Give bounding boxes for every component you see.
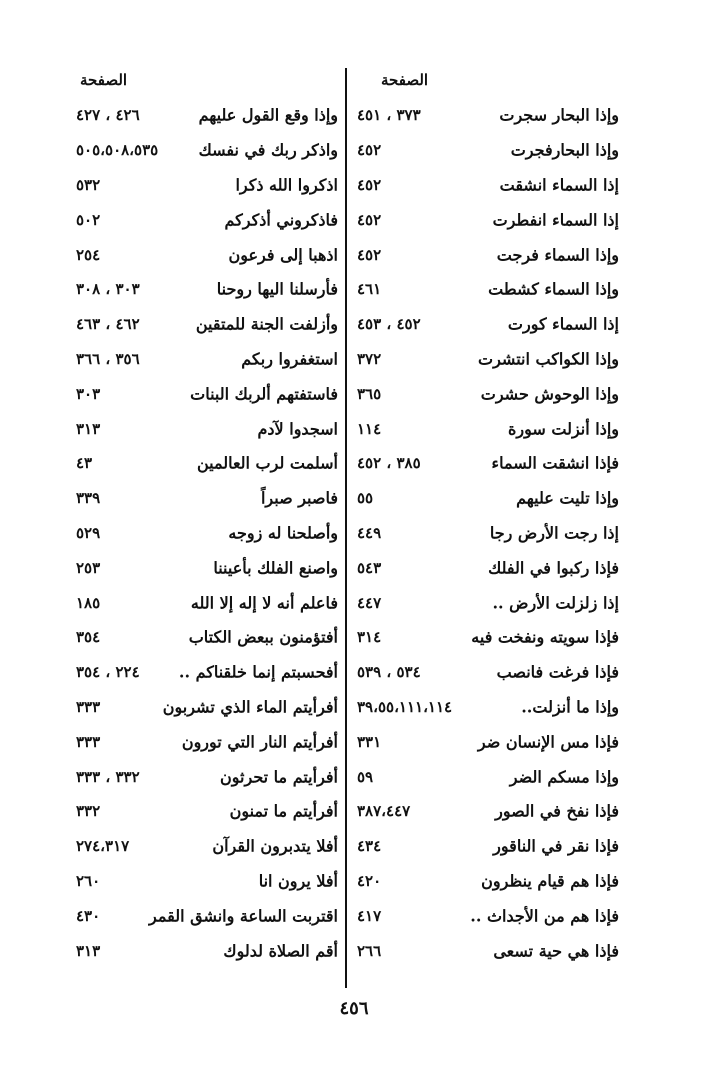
entry-page-ref: ٢٢٤ ، ٣٥٤ [76,663,140,682]
index-entry [74,655,342,690]
entry-phrase: أسلمت لرب العالمين [196,453,338,473]
entry-page-ref: ٤٦١ [357,280,382,299]
index-entry [74,516,342,551]
entry-phrase: أفحسبتم إنما خلقناكم .. [178,662,338,682]
index-entry [74,411,342,446]
index-entry [353,864,623,899]
entry-page-ref: ٢٦٦ [357,941,382,960]
entry-phrase: وإذا السماء كشطت [488,279,619,299]
entry-phrase: فإذا مس الإنسان ضر [477,732,619,752]
entry-phrase: اسجدوا لآدم [257,419,338,439]
entry-phrase: إذا السماء كورت [507,314,619,334]
entry-page-ref: ٣٥٦ ، ٣٦٦ [76,349,140,368]
entry-page-ref: ٤٢٦ ، ٤٢٧ [76,106,140,125]
entry-phrase: وإذا الوحوش حشرت [480,384,619,404]
entry-page-ref: ٤٣٠ [76,906,101,925]
left-column-header [74,62,342,98]
index-entry [74,446,342,481]
entry-phrase: فإذا سويته ونفخت فيه [471,627,619,647]
index-entry [74,237,342,272]
entry-page-ref: ٣٧٣ ، ٤٥١ [357,106,421,125]
left-column [74,62,342,968]
index-entry [353,516,623,551]
entry-page-ref: ٣٣٢ [76,802,101,821]
index-entry [74,168,342,203]
entry-page-ref: ٣٣١ [357,732,382,751]
entry-phrase: فإذا انشقت السماء [491,453,619,473]
index-entry [74,620,342,655]
entry-phrase: أفرأيتم ما تحرثون [220,767,338,787]
index-entry [353,376,623,411]
entry-page-ref: ١١٤ [357,419,382,438]
entry-phrase: وإذا البحار سجرت [499,105,619,125]
entry-page-ref: ٣٥٤ [76,628,101,647]
entry-phrase: واذكر ربك في نفسك [198,140,338,160]
index-entry [74,376,342,411]
entry-page-ref: ٣٣٣ [76,732,101,751]
page-column-label: الصفحة [80,71,128,89]
entry-phrase: إذا رجت الأرض رجا [489,523,619,543]
entry-phrase: أفرأيتم النار التي تورون [181,732,338,752]
entry-phrase: إذا السماء انفطرت [492,210,619,230]
entry-phrase: وإذا مسكم الضر [509,767,619,787]
index-entry [353,724,623,759]
entry-page-ref: ٣٣٣ [76,697,101,716]
entry-page-ref: ٥٢٩ [76,523,101,542]
entry-phrase: أفلا يرون انا [258,871,338,891]
entry-page-ref: ٤٤٧ [357,593,382,612]
index-entry [353,829,623,864]
entry-phrase: واصنع الفلك بأعيننا [213,558,338,578]
page-number: ٤٥٦ [339,998,369,1019]
entry-page-ref: ٣٣٢ ، ٣٣٣ [76,767,140,786]
entry-phrase: فإذا نقر في الناقور [493,836,619,856]
index-entry [74,133,342,168]
entry-page-ref: ٤١٧ [357,906,382,925]
entry-page-ref: ٢٥٣ [76,558,101,577]
index-entry [353,481,623,516]
entry-phrase: اذهبا إلى فرعون [228,245,338,265]
index-entry [353,237,623,272]
page-column-label: الصفحة [381,71,429,89]
entry-phrase: وأزلفت الجنة للمتقين [195,314,338,334]
entry-page-ref: ٥٥ [357,489,374,508]
entry-page-ref: ٤٥٢ [357,245,382,264]
entry-phrase: وإذا البحارفجرت [510,140,619,160]
entry-page-ref: ٥٤٣ [357,558,382,577]
index-entry [353,585,623,620]
entry-page-ref: ٤٦٢ ، ٤٦٣ [76,315,140,334]
entry-page-ref: ٣٣٩ [76,489,101,508]
index-entry [74,550,342,585]
entry-page-ref: ٣٨٥ ، ٤٥٢ [357,454,421,473]
entry-page-ref: ٣١٣ [76,419,101,438]
entry-page-ref: ٣٩،٥٥،١١١،١١٤ [357,697,453,716]
index-entry [74,759,342,794]
entry-phrase: فاستفتهم ألربك البنات [190,384,338,404]
entry-page-ref: ٤٥٢ [357,210,382,229]
entry-phrase: وإذا السماء فرجت [496,245,619,265]
entry-phrase: أفرأيتم الماء الذي تشربون [162,697,338,717]
index-entry [353,342,623,377]
index-entry [353,446,623,481]
entry-phrase: وأصلحنا له زوجه [228,523,338,543]
entry-phrase: فإذا هم من الأجداث .. [470,906,619,926]
entry-phrase: وإذا أنزلت سورة [508,419,619,439]
index-entry [74,272,342,307]
entry-page-ref: ٥٠٥،٥٠٨،٥٣٥ [76,141,159,160]
index-entry [74,829,342,864]
index-entry [353,98,623,133]
index-entry [353,411,623,446]
entry-phrase: إذا السماء انشقت [499,175,619,195]
entry-page-ref: ٢٥٤ [76,245,101,264]
entry-phrase: فاذكروني أذكركم [224,210,338,230]
right-column [353,62,623,968]
right-entry-list [353,98,623,968]
index-entry [353,898,623,933]
entry-phrase: فإذا فرغت فانصب [496,662,619,682]
entry-phrase: فإذا هي حية تسعى [493,941,619,961]
index-entry [74,724,342,759]
entry-page-ref: ٤٢٠ [357,871,382,890]
entry-phrase: اقتربت الساعة وانشق القمر [149,906,338,926]
entry-phrase: وإذا وقع القول عليهم [198,105,338,125]
index-entry [353,690,623,725]
index-entry [74,307,342,342]
entry-phrase: فاصبر صبراً [260,488,338,508]
entry-page-ref: ٤٥٢ [357,141,382,160]
entry-phrase: فإذا هم قيام ينظرون [481,871,619,891]
entry-page-ref: ٤٣٤ [357,837,382,856]
entry-page-ref: ٥٩ [357,767,374,786]
entry-page-ref: ٣٠٣ ، ٣٠٨ [76,280,140,299]
index-entry [353,794,623,829]
entry-phrase: أفتؤمنون ببعض الكتاب [188,627,338,647]
entry-page-ref: ٥٠٢ [76,210,101,229]
entry-page-ref: ٣١٣ [76,941,101,960]
entry-phrase: أفرأيتم ما تمنون [229,801,338,821]
index-entry [353,272,623,307]
index-entry [353,168,623,203]
entry-page-ref: ٥٣٤ ، ٥٣٩ [357,663,421,682]
entry-phrase: إذا زلزلت الأرض .. [492,593,619,613]
entry-phrase: فاعلم أنه لا إله إلا الله [190,593,338,613]
index-entry [353,655,623,690]
entry-page-ref: ٤٣ [76,454,93,473]
entry-phrase: وإذا الكواكب انتشرت [478,349,619,369]
entry-page-ref: ٤٤٩ [357,523,382,542]
entry-phrase: فإذا نفخ في الصور [495,801,619,821]
index-entry [353,307,623,342]
entry-page-ref: ٤٥٢ ، ٤٥٣ [357,315,421,334]
entry-phrase: أقم الصلاة لدلوك [223,941,338,961]
index-entry [74,933,342,968]
right-column-header [353,62,623,98]
entry-phrase: استغفروا ربكم [241,349,338,369]
entry-phrase: اذكروا الله ذكرا [235,175,338,195]
entry-page-ref: ٣٠٣ [76,384,101,403]
entry-page-ref: ٤٥٢ [357,175,382,194]
index-entry [353,202,623,237]
index-entry [353,133,623,168]
entry-page-ref: ٢٦٠ [76,871,101,890]
index-entry [353,759,623,794]
entry-page-ref: ١٨٥ [76,593,101,612]
index-entry [74,898,342,933]
index-entry [353,550,623,585]
left-entry-list [74,98,342,968]
index-entry [74,342,342,377]
index-entry [74,481,342,516]
column-divider [345,68,347,988]
index-entry [74,864,342,899]
entry-phrase: وإذا تليت عليهم [516,488,619,508]
entry-phrase: فأرسلنا اليها روحنا [216,279,338,299]
index-entry [74,690,342,725]
index-entry [353,933,623,968]
index-entry [74,98,342,133]
index-entry [353,620,623,655]
entry-phrase: وإذا ما أنزلت.. [521,697,619,717]
entry-page-ref: ٣٨٧،٤٤٧ [357,802,411,821]
index-entry [74,202,342,237]
entry-phrase: أفلا يتدبرون القرآن [212,836,338,856]
entry-page-ref: ٣٦٥ [357,384,382,403]
entry-page-ref: ٢٧٤،٣١٧ [76,837,130,856]
entry-page-ref: ٥٣٢ [76,175,101,194]
index-entry [74,585,342,620]
entry-phrase: فإذا ركبوا في الفلك [488,558,619,578]
index-entry [74,794,342,829]
entry-page-ref: ٣٧٢ [357,349,382,368]
entry-page-ref: ٣١٤ [357,628,382,647]
